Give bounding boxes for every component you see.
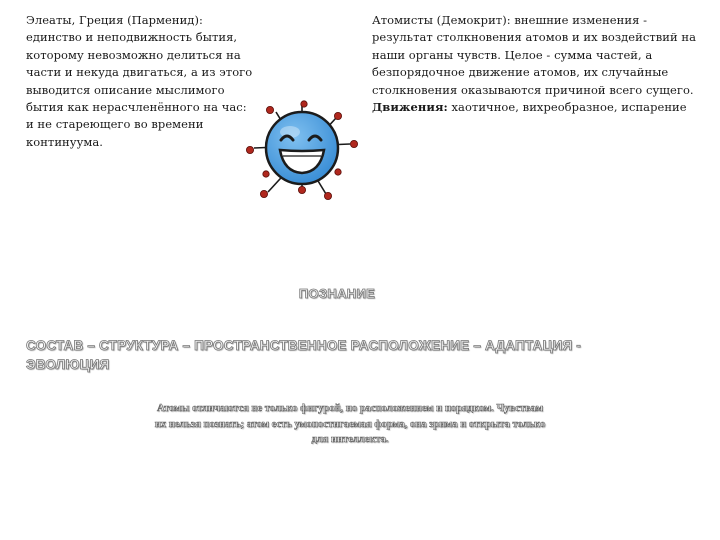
eleats-line: единство и неподвижность бытия, [26, 30, 238, 45]
electron-dot [335, 169, 341, 175]
atomists-line: результат столкновения атомов и их воздействий на [372, 30, 697, 45]
poznanie-heading: ПОЗНАНИЕ [298, 286, 376, 301]
atoms-quote [0, 401, 700, 448]
atomists-line: наши органы чувств. Целое - сумма частей, а [372, 47, 653, 62]
eleats-line: бытия как нерасчленённого на час: [26, 100, 247, 115]
movement-label: Движения: [372, 100, 448, 115]
atomists-text-block [372, 12, 702, 116]
electron-dot [350, 140, 357, 147]
electron-dot [266, 106, 273, 113]
atomists-movement-line [372, 99, 702, 116]
electron-dot [260, 190, 267, 197]
eleats-line: Элеаты, Греция (Парменид): [26, 13, 203, 27]
smiling-atom-icon [236, 98, 366, 204]
electron-dot [324, 192, 331, 199]
eleats-line: континуума. [26, 134, 104, 149]
structure-heading-line: СОСТАВ – СТРУКТУРА – ПРОСТРАНСТВЕННОЕ РАСПОЛОЖЕНИЕ – АДАПТАЦИЯ - [26, 338, 582, 353]
electron-dot [334, 112, 341, 119]
structure-heading [26, 336, 581, 374]
atomists-line: Атомисты (Демокрит): внешние изменения - [372, 13, 648, 27]
electron-dot [301, 101, 307, 107]
quote-line: их нельзя познать; атом есть умопостигаемая форма, она зрима и открыта только [154, 418, 546, 430]
electron-dot [246, 146, 253, 153]
atomists-line: столкновения оказываются причиной всего сущего. [372, 82, 694, 97]
quote-line: для интеллекта. [311, 434, 389, 445]
eleats-line: которому невозможно делиться на [26, 47, 241, 62]
quote-line: Атомы отличаются не только фигурой, но расположением и порядком. Чувствам [157, 403, 543, 414]
atomists-line: безпорядочное движение атомов, их случайные [372, 65, 669, 80]
electron-dot [298, 186, 305, 193]
eleats-line: части и некуда двигаться, а из этого [26, 65, 253, 80]
electron-dot [263, 171, 269, 177]
structure-heading-line: ЭВОЛЮЦИЯ [26, 357, 110, 372]
eleats-line: и не стареющего во времени [26, 117, 204, 132]
movement-text: хаотичное, вихреобразное, испарение [447, 100, 687, 115]
eleats-line: выводится описание мыслимого [26, 82, 225, 97]
